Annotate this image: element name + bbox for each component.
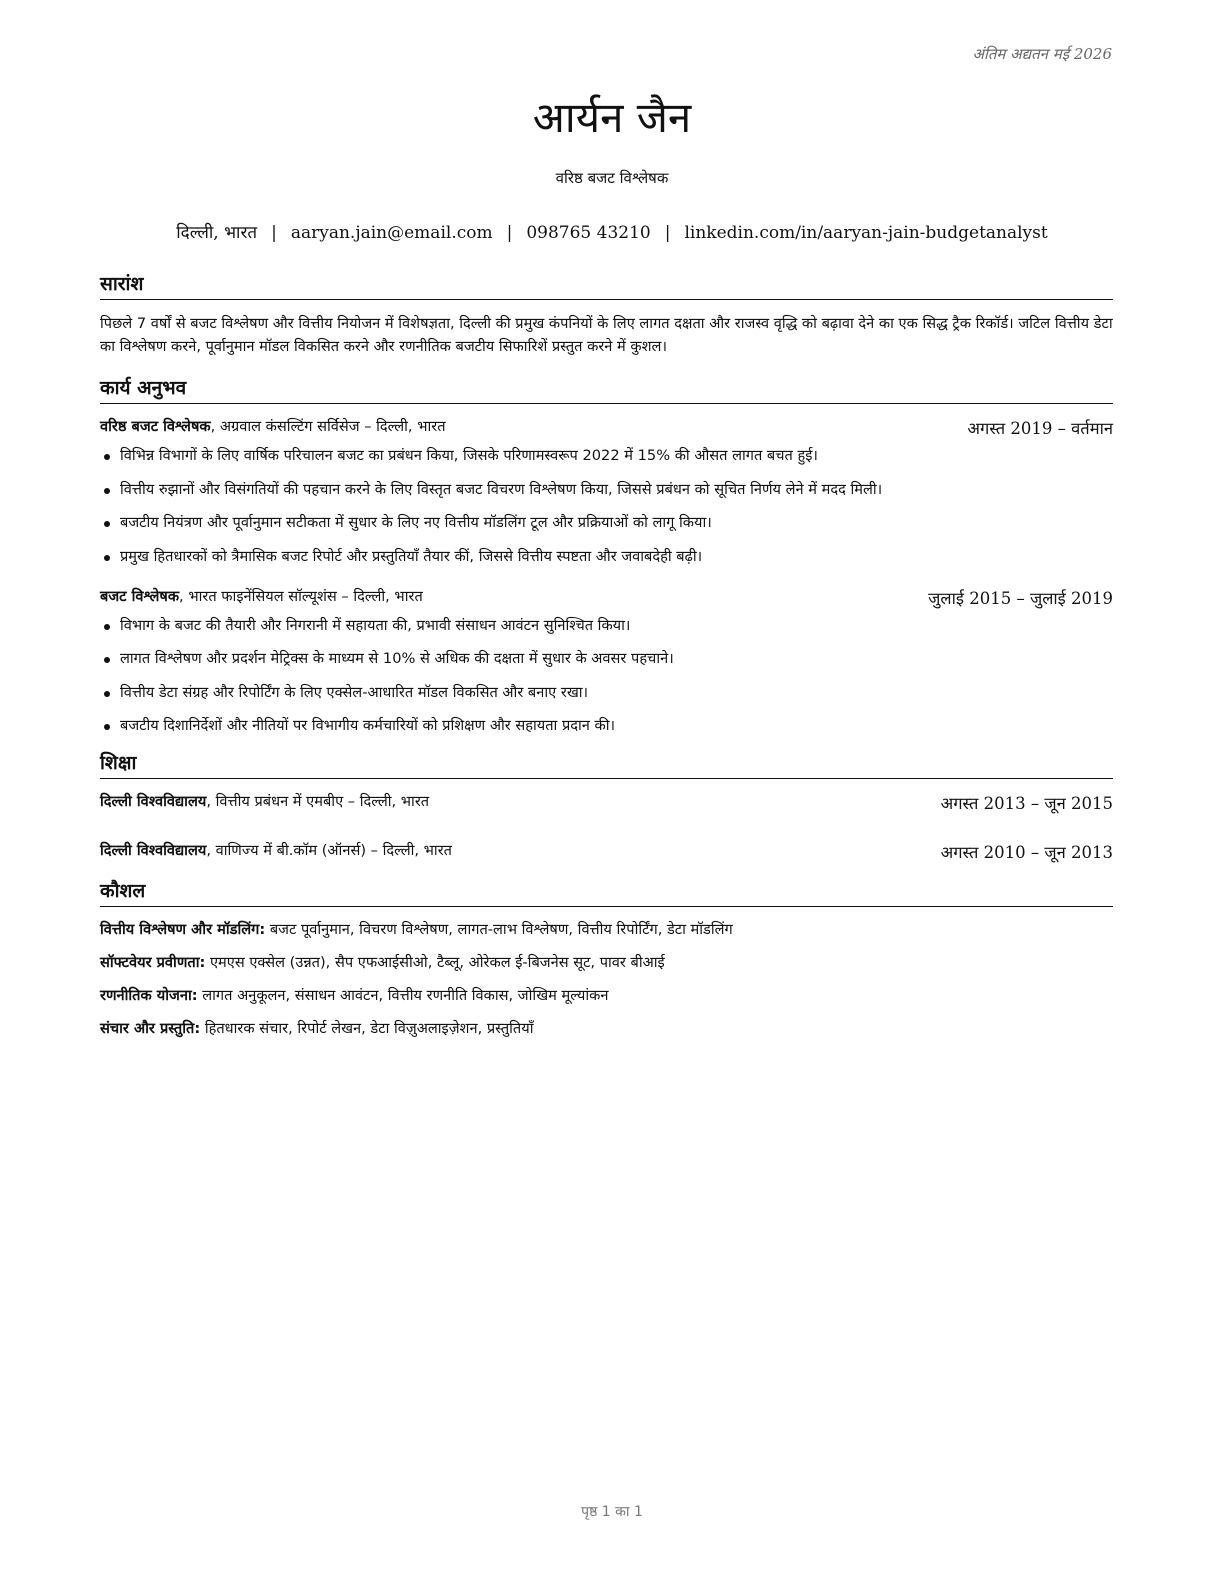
skill-row [100,952,1113,974]
job-bullets [100,445,1113,568]
job-entry [100,416,1113,568]
summary-heading: सारांश [100,270,1113,300]
job-bullet: लागत विश्लेषण और प्रदर्शन मेट्रिक्स के माध्यम से 10% से अधिक की दक्षता में सुधार के अवसर पहचाने। [100,648,1113,670]
job-role: बजट विश्लेषक [100,587,180,605]
job-company: , भारत फाइनेंसियल सॉल्यूशंस – दिल्ली, भारत [179,587,423,605]
summary-text: पिछले 7 वर्षों से बजट विश्लेषण और वित्तीय नियोजन में विशेषज्ञता, दिल्ली की प्रमुख कंपनियों के लिए लागत दक्षता और राजस्व वृद्धि को बढ़ावा देने का एक सिद्ध ट्रैक रिकॉर्ड। जटिल वित्तीय डेटा का विश्लेषण करने, पूर्वानुमान मॉडल विकसित करने और रणनीतिक बजटीय सिफारिशें प्रस्तुत करने में कुशल। [100,315,1113,355]
education-dates: अगस्त 2013 – जून 2015 [940,793,1113,813]
skill-value: हितधारक संचार, रिपोर्ट लेखन, डेटा विज़ुअलाइज़ेशन, प्रस्तुतियाँ [200,1019,534,1037]
education-heading: शिक्षा [100,749,1113,779]
job-bullet: वित्तीय रुझानों और विसंगतियों की पहचान करने के लिए विस्तृत बजट विचरण विश्लेषण किया, जिससे प्रबंधन को सूचित निर्णय लेने में मदद मिली। [100,479,1113,501]
candidate-title: वरिष्ठ बजट विश्लेषक [555,169,669,187]
job-bullet: बजटीय नियंत्रण और पूर्वानुमान सटीकता में सुधार के लिए नए वित्तीय मॉडलिंग टूल और प्रक्रियाओं को लागू किया। [100,512,1113,534]
skills-section [100,877,1113,1040]
contact-separator: | [506,223,513,243]
contact-separator: | [664,223,671,243]
skill-label: संचार और प्रस्तुति: [100,1019,201,1037]
skill-value: बजट पूर्वानुमान, विचरण विश्लेषण, लागत-लाभ विश्लेषण, वित्तीय रिपोर्टिंग, डेटा मॉडलिंग [265,920,733,938]
job-bullet: विभाग के बजट की तैयारी और निगरानी में सहायता की, प्रभावी संसाधन आवंटन सुनिश्चित किया। [100,615,1113,637]
resume-content [100,270,1113,1051]
skill-row [100,919,1113,941]
contact-line [0,220,1224,243]
page-number: पृष्ठ 1 का 1 [581,1504,643,1520]
skill-label: सॉफ्टवेयर प्रवीणता: [100,953,206,971]
experience-heading: कार्य अनुभव [100,374,1113,404]
summary-section [100,270,1113,358]
job-bullet: बजटीय दिशानिर्देशों और नीतियों पर विभागीय कर्मचारियों को प्रशिक्षण और सहायता प्रदान की। [100,715,1113,737]
skills-heading: कौशल [100,877,1113,907]
skill-value: एमएस एक्सेल (उन्नत), सैप एफआईसीओ, टैब्लू, ओरेकल ई-बिजनेस सूट, पावर बीआई [205,953,665,971]
job-entry [100,586,1113,738]
candidate-name: आर्यन जैन [532,93,692,142]
job-dates: जुलाई 2015 – जुलाई 2019 [928,588,1113,608]
skill-row [100,1018,1113,1040]
job-bullet: प्रमुख हितधारकों को त्रैमासिक बजट रिपोर्ट और प्रस्तुतियाँ तैयार कीं, जिससे वित्तीय स्पष्टता और जवाबदेही बढ़ी। [100,546,1113,568]
contact-location: दिल्ली, भारत [176,223,258,243]
education-entry [100,791,1113,814]
education-section [100,749,1113,863]
job-header [100,416,1113,439]
job-bullet: विभिन्न विभागों के लिए वार्षिक परिचालन बजट का प्रबंधन किया, जिसके परिणामस्वरूप 2022 में 15% की औसत लागत बचत हुई। [100,445,1113,467]
job-bullet: वित्तीय डेटा संग्रह और रिपोर्टिंग के लिए एक्सेल-आधारित मॉडल विकसित और बनाए रखा। [100,682,1113,704]
last-updated-note: अंतिम अद्यतन मई 2026 [972,45,1112,63]
skill-value: लागत अनुकूलन, संसाधन आवंटन, वित्तीय रणनीति विकास, जोखिम मूल्यांकन [197,986,609,1004]
contact-linkedin[interactable]: linkedin.com/in/aaryan-jain-budgetanalyst [684,223,1048,243]
experience-section [100,374,1113,737]
contact-separator: | [271,223,277,243]
skill-label: रणनीतिक योजना: [100,986,198,1004]
contact-email[interactable]: aaryan.jain@email.com [290,223,493,243]
education-institution: दिल्ली विश्वविद्यालय [100,792,207,810]
education-entry [100,840,1113,863]
skill-row [100,985,1113,1007]
education-institution: दिल्ली विश्वविद्यालय [100,841,207,859]
job-company: , अग्रवाल कंसल्टिंग सर्विसेज – दिल्ली, भारत [210,418,446,435]
job-bullets [100,615,1113,738]
job-role: वरिष्ठ बजट विश्लेषक [100,418,211,435]
education-detail: , वाणिज्य में बी.कॉम (ऑनर्स) – दिल्ली, भारत [206,841,452,859]
job-dates: अगस्त 2019 – वर्तमान [967,419,1113,438]
contact-phone: 098765 43210 [526,223,651,243]
skill-label: वित्तीय विश्लेषण और मॉडलिंग: [100,920,266,938]
education-dates: अगस्त 2010 – जून 2013 [940,842,1113,862]
education-detail: , वित्तीय प्रबंधन में एमबीए – दिल्ली, भारत [206,792,430,810]
job-header [100,586,1113,609]
